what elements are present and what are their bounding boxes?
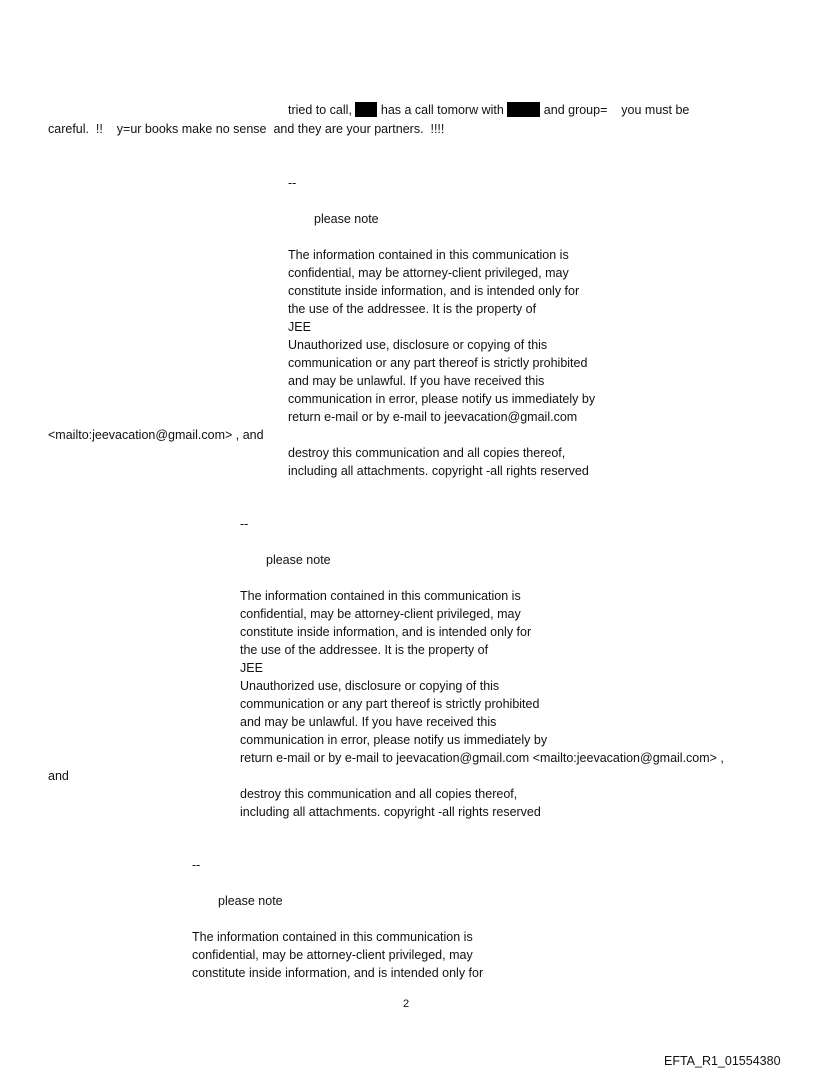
please-note-heading: please note <box>266 553 331 567</box>
page-number: 2 <box>403 998 410 1010</box>
mailto-line: <mailto:jeevacation@gmail.com> , and <box>48 428 264 442</box>
separator: -- <box>288 176 297 190</box>
redaction-block <box>355 102 377 117</box>
disclaimer-line: the use of the addressee. It is the property of <box>288 302 537 316</box>
disclaimer-line: confidential, may be attorney-client privileged, may <box>240 607 521 621</box>
disclaimer-line: confidential, may be attorney-client privileged, may <box>288 266 569 280</box>
disclaimer-line: and may be unlawful. If you have received this <box>288 374 545 388</box>
message-text: has a call tomorw with <box>377 103 508 117</box>
disclaimer-line: the use of the addressee. It is the property of <box>240 643 489 657</box>
disclaimer-line: including all attachments. copyright -all rights reserved <box>240 805 541 819</box>
please-note-heading: please note <box>314 212 379 226</box>
disclaimer-line: constitute inside information, and is intended only for <box>288 284 580 298</box>
disclaimer-line: Unauthorized use, disclosure or copying of this <box>240 679 500 693</box>
disclaimer-line: JEE <box>240 661 263 675</box>
disclaimer-line: and may be unlawful. If you have received this <box>240 715 497 729</box>
message-text: and group= you must be <box>540 103 690 117</box>
disclaimer-line: destroy this communication and all copies thereof, <box>240 787 518 801</box>
redaction-block <box>507 102 540 117</box>
and-word: and <box>48 769 69 783</box>
disclaimer-line: confidential, may be attorney-client privileged, may <box>192 948 473 962</box>
disclaimer-line: constitute inside information, and is intended only for <box>240 625 532 639</box>
disclaimer-line: return e-mail or by e-mail to jeevacation@gmail.com <box>288 410 578 424</box>
document-id: EFTA_R1_01554380 <box>664 1054 781 1068</box>
disclaimer-line: The information contained in this communication is <box>192 930 473 944</box>
message-line-1 <box>288 101 689 119</box>
disclaimer-line: communication or any part thereof is strictly prohibited <box>288 356 588 370</box>
disclaimer-line: communication in error, please notify us immediately by <box>240 733 548 747</box>
message-line-2: careful. !! y=ur books make no sense and they are your partners. !!!! <box>48 122 445 136</box>
disclaimer-line: communication in error, please notify us immediately by <box>288 392 596 406</box>
disclaimer-line: including all attachments. copyright -all rights reserved <box>288 464 589 478</box>
separator: -- <box>192 858 201 872</box>
disclaimer-line: JEE <box>288 320 311 334</box>
disclaimer-line: destroy this communication and all copies thereof, <box>288 446 566 460</box>
disclaimer-line: The information contained in this communication is <box>288 248 569 262</box>
disclaimer-line: The information contained in this communication is <box>240 589 521 603</box>
message-text: tried to call, <box>288 103 356 117</box>
disclaimer-line: constitute inside information, and is intended only for <box>192 966 484 980</box>
please-note-heading: please note <box>218 894 283 908</box>
disclaimer-line: communication or any part thereof is strictly prohibited <box>240 697 540 711</box>
separator: -- <box>240 517 249 531</box>
disclaimer-line: Unauthorized use, disclosure or copying of this <box>288 338 548 352</box>
disclaimer-line: return e-mail or by e-mail to jeevacation@gmail.com <mailto:jeevacation@gmail.com> , <box>240 751 724 765</box>
